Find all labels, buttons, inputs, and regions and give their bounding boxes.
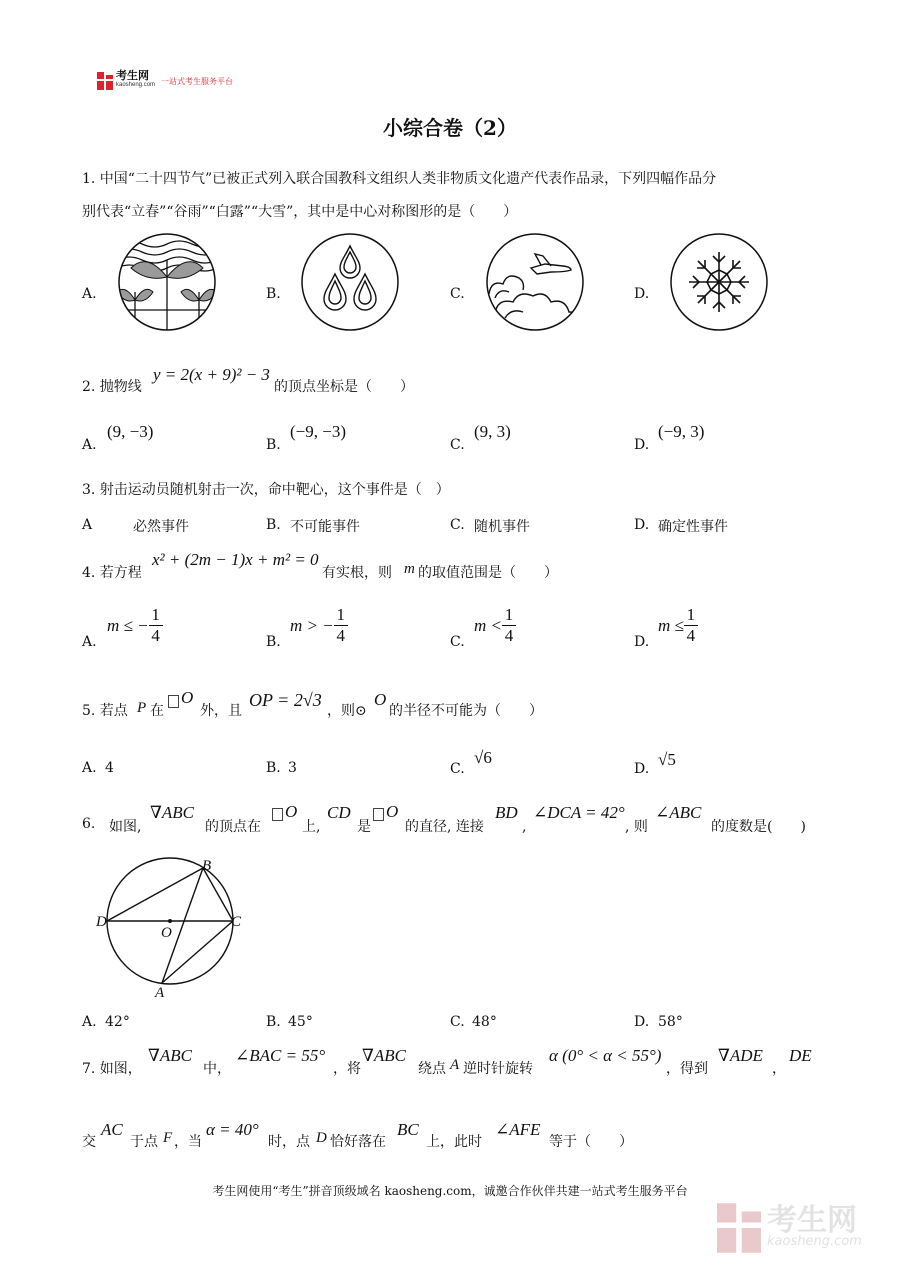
footer-text: 考生网使用“考生”拼音顶级域名 kaosheng.com，诚邀合作伙伴共建一站式考生服务平台 — [212, 1184, 688, 1198]
q7-point-f: F — [163, 1130, 173, 1146]
q2-option-c-label: C. — [450, 437, 465, 453]
q2-option-a-label: A. — [82, 437, 97, 453]
center-dot — [168, 919, 172, 923]
q1-stem-line1: 1. 中国“二十四节气”已被正式列入联合国教科文组织人类非物质文化遗产代表作品录，下列四幅作品分 — [82, 171, 717, 187]
q7-line1-g: ， — [772, 1061, 786, 1077]
q6-option-d-label: D. — [634, 1014, 650, 1030]
q6-t7: , 则 — [625, 819, 648, 835]
q6-option-b-label: B. — [266, 1014, 281, 1030]
q5-option-d-label: D. — [634, 761, 650, 777]
q5-mid: ，则⊙ — [327, 703, 367, 719]
q5-option-c-label: C. — [450, 761, 465, 777]
q7-line2-b: 于点 — [130, 1134, 158, 1150]
q6-bd: BD — [495, 803, 518, 822]
q6-option-c-label: C. — [450, 1014, 465, 1030]
fraction-numerator: 1 — [686, 605, 696, 624]
q2-formula: y = 2(x + 9)² − 3 — [153, 365, 270, 384]
q5-zai: 在 — [150, 703, 164, 719]
q1-option-b-label: B. — [266, 286, 281, 302]
label-a: A — [155, 985, 165, 1001]
q3-option-a-value: 必然事件 — [133, 519, 189, 535]
q5-suffix: 的半径不可能为（ ） — [389, 703, 543, 719]
q5-option-b-label: B. — [266, 760, 281, 776]
header-logo — [97, 72, 233, 90]
q6-angle: ∠DCA = 42° — [533, 803, 625, 822]
q5-prefix: 5. 若点 — [82, 703, 128, 719]
q3-option-a-label: A — [82, 517, 93, 533]
q5-formula: OP = 2√3 — [249, 690, 322, 710]
watermark-domain: kaosheng.com — [767, 1234, 862, 1249]
q6-t1: 如图, — [109, 819, 142, 835]
q7-angle-afe: ∠AFE — [495, 1120, 541, 1139]
q5-option-d-value: √5 — [658, 750, 676, 769]
q2-option-a-value: (9, −3) — [107, 422, 154, 441]
q4-option-b-lhs: m > − — [290, 615, 334, 635]
q3-option-d-value: 确定性事件 — [658, 519, 728, 535]
page-title: 小综合卷（2） — [383, 116, 517, 140]
q5-point-p: P — [137, 700, 147, 716]
q2-option-b-value: (−9, −3) — [290, 422, 346, 441]
fraction-denominator: 4 — [336, 626, 345, 645]
q4-option-c-value — [474, 605, 516, 646]
q4-prefix: 4. 若方程 — [82, 565, 142, 581]
q5-center-o2: O — [374, 690, 387, 709]
q6-t4: 是 — [357, 819, 371, 835]
q5-option-a-label: A. — [82, 760, 97, 776]
q5-option-a-value: 4 — [105, 760, 114, 776]
lichun-sprout-figure — [117, 232, 217, 332]
q7-line1-c: ，将 — [333, 1061, 361, 1077]
q3-option-c-label: C. — [450, 517, 465, 533]
q5-wai: 外，且 — [200, 703, 242, 719]
header-domain: kaosheng.com — [116, 82, 156, 88]
kaosheng-logo-icon — [97, 72, 113, 90]
fraction-denominator: 4 — [151, 626, 160, 645]
q4-option-c-lhs: m < — [474, 615, 502, 635]
q5-option-c-value: √6 — [474, 748, 492, 767]
label-d: D — [96, 914, 107, 930]
q7-rotation: α (0° < α < 55°) — [549, 1046, 662, 1065]
q6-t5: 的直径, 连接 — [405, 819, 484, 835]
q4-option-c-label: C. — [450, 634, 465, 650]
fraction-numerator: 1 — [504, 605, 514, 624]
label-b: B — [202, 858, 212, 874]
segment-db — [107, 868, 203, 921]
q6-t6: , — [522, 819, 527, 835]
q6-triangle: ∇ABC — [150, 803, 194, 822]
q4-option-d-lhs: m ≤ — [658, 615, 684, 635]
q6-t3: 上, — [302, 819, 321, 835]
q4-suffix-b: 的取值范围是（ ） — [418, 565, 558, 581]
q3-option-b-label: B. — [266, 517, 281, 533]
q1-option-c-label: C. — [450, 286, 465, 302]
q2-prefix: 2. 抛物线 — [82, 379, 142, 395]
q4-option-b-label: B. — [266, 634, 281, 650]
q2-suffix: 的顶点坐标是（ ） — [274, 379, 414, 395]
watermark-brand: 考生网 — [767, 1203, 857, 1238]
q6-option-c-value: 48° — [472, 1014, 497, 1030]
circle-symbol-placeholder-icon — [272, 808, 283, 821]
q2-option-b-label: B. — [266, 437, 281, 453]
fraction-denominator: 4 — [504, 626, 514, 645]
q7-point-d: D — [316, 1130, 327, 1146]
header-slogan: 一站式考生服务平台 — [161, 76, 234, 86]
q3-option-b-value: 不可能事件 — [290, 519, 360, 535]
q6-o: O — [285, 802, 298, 821]
watermark-logo-icon — [717, 1203, 761, 1253]
q4-var-m: m — [404, 561, 415, 577]
q2-option-d-value: (−9, 3) — [658, 422, 705, 441]
q7-bc: BC — [397, 1120, 419, 1139]
q6-o2: O — [386, 802, 399, 821]
fraction-numerator: 1 — [151, 605, 160, 624]
daxue-snowflake-figure — [669, 232, 769, 332]
q4-option-b-value — [290, 605, 348, 646]
circle-symbol-placeholder-icon — [168, 695, 179, 708]
fraction-numerator: 1 — [336, 605, 345, 624]
header-brand: 考生网 — [116, 70, 149, 82]
q4-option-b-fraction — [334, 605, 348, 646]
q6-t2: 的顶点在 — [205, 819, 261, 835]
q7-tri2: ∇ABC — [362, 1046, 406, 1065]
label-c: C — [231, 914, 242, 930]
q7-point-a: A — [450, 1057, 460, 1073]
q5-option-b-value: 3 — [288, 760, 297, 776]
q5-center-o: O — [181, 688, 194, 707]
q7-line1-b: 中， — [203, 1061, 231, 1077]
q6-circle-figure — [92, 853, 252, 1001]
q7-line2-a: 交 — [82, 1134, 96, 1150]
q3-stem: 3. 射击运动员随机射击一次，命中靶心，这个事件是（ ） — [82, 482, 450, 498]
q1-option-a-label: A. — [82, 286, 97, 302]
q6-cd: CD — [327, 803, 351, 822]
q7-line1-e: 逆时针旋转 — [463, 1061, 533, 1077]
q6-option-d-value: 58° — [658, 1014, 683, 1030]
q4-option-d-fraction — [684, 605, 698, 646]
segment-bc — [203, 868, 233, 921]
q7-line1-f: ，得到 — [666, 1061, 708, 1077]
q4-option-a-fraction — [149, 605, 163, 646]
q6-option-a-value: 42° — [105, 1014, 130, 1030]
q2-option-d-label: D. — [634, 437, 650, 453]
q3-option-d-label: D. — [634, 517, 650, 533]
q4-option-a-value — [107, 605, 163, 646]
watermark — [717, 1203, 862, 1253]
q7-line2-c: ，当 — [174, 1134, 202, 1150]
q6-option-b-value: 45° — [288, 1014, 313, 1030]
q6-option-a-label: A. — [82, 1014, 97, 1030]
q4-option-a-lhs: m ≤ − — [107, 615, 149, 635]
q7-tri1: ∇ABC — [148, 1046, 192, 1065]
q2-option-c-value: (9, 3) — [474, 422, 511, 441]
label-o: O — [161, 925, 172, 941]
q4-option-d-label: D. — [634, 634, 650, 650]
q7-line2-e: 恰好落在 — [330, 1134, 386, 1150]
q4-formula: x² + (2m − 1)x + m² = 0 — [152, 550, 319, 569]
q7-line2-d: 时，点 — [268, 1134, 310, 1150]
q7-de: DE — [789, 1046, 812, 1065]
q4-option-a-label: A. — [82, 634, 97, 650]
q6-t8: 的度数是( ) — [711, 819, 806, 835]
q4-suffix-a: 有实根，则 — [322, 565, 392, 581]
q7-line1-d: 绕点 — [418, 1061, 446, 1077]
q6-angle-abc: ∠ABC — [655, 803, 702, 822]
circle-symbol-placeholder-icon — [373, 808, 384, 821]
q4-option-d-value — [658, 605, 698, 646]
q7-line2-g: 等于（ ） — [549, 1134, 633, 1150]
fraction-denominator: 4 — [686, 626, 696, 645]
q7-angle: ∠BAC = 55° — [235, 1046, 326, 1065]
q7-line1-a: 7. 如图， — [82, 1061, 142, 1077]
bailu-bird-cloud-figure — [485, 232, 585, 332]
q1-stem-line2: 别代表“立春”“谷雨”“白露”“大雪”，其中是中心对称图形的是（ ） — [82, 204, 518, 220]
q6-number: 6. — [82, 816, 96, 832]
q7-tri3: ∇ADE — [718, 1046, 763, 1065]
q7-ac: AC — [101, 1120, 123, 1139]
q7-alpha: α = 40° — [206, 1120, 259, 1139]
q7-line2-f: 上，此时 — [426, 1134, 482, 1150]
q4-option-c-fraction — [502, 605, 516, 646]
q1-option-d-label: D. — [634, 286, 650, 302]
guyu-raindrops-figure — [300, 232, 400, 332]
q3-option-c-value: 随机事件 — [474, 519, 530, 535]
